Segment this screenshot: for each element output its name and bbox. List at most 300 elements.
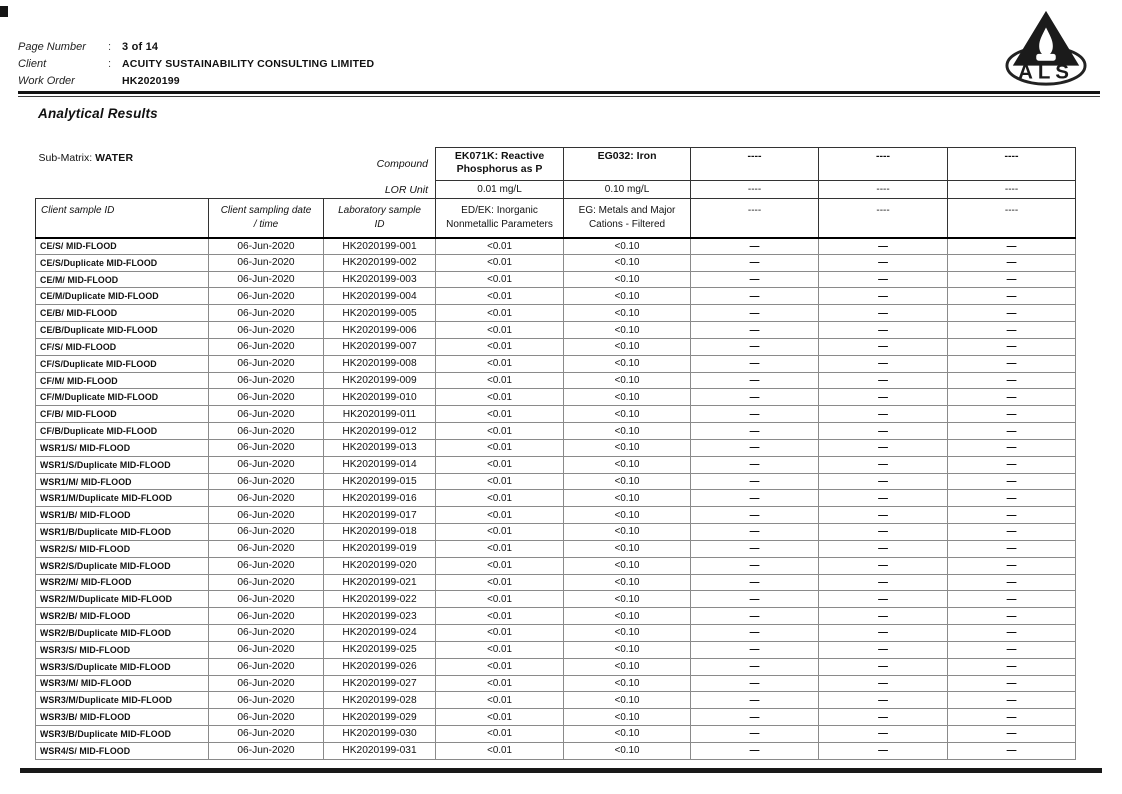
table-row: [36, 574, 1076, 591]
cell-result-value: <0.01: [436, 322, 564, 339]
col-header-line: / time: [253, 218, 279, 230]
cell-result-value: —: [691, 726, 819, 743]
table-row: [36, 473, 1076, 490]
cell-result-value: —: [691, 338, 819, 355]
cell-result-value: <0.10: [564, 406, 691, 423]
cell-lab-sample-id: HK2020199-029: [324, 709, 436, 726]
cell-result-value: —: [948, 608, 1076, 625]
cell-client-sample-id: WSR2/B/Duplicate MID-FLOOD: [36, 625, 209, 642]
cell-result-value: —: [948, 288, 1076, 305]
cell-client-sample-id: WSR3/B/ MID-FLOOD: [36, 709, 209, 726]
compound-title: EG032: Iron: [564, 148, 691, 181]
table-row: [36, 271, 1076, 288]
cell-result-value: <0.01: [436, 692, 564, 709]
cell-result-value: —: [948, 641, 1076, 658]
cell-lab-sample-id: HK2020199-028: [324, 692, 436, 709]
cell-sampling-date: 06-Jun-2020: [209, 591, 324, 608]
cell-result-value: —: [691, 372, 819, 389]
cell-client-sample-id: WSR1/M/Duplicate MID-FLOOD: [36, 490, 209, 507]
cell-result-value: —: [819, 490, 948, 507]
cell-sampling-date: 06-Jun-2020: [209, 574, 324, 591]
cell-result-value: —: [691, 406, 819, 423]
cell-client-sample-id: WSR1/M/ MID-FLOOD: [36, 473, 209, 490]
cell-client-sample-id: WSR3/S/Duplicate MID-FLOOD: [36, 658, 209, 675]
cell-client-sample-id: WSR2/M/ MID-FLOOD: [36, 574, 209, 591]
cell-result-value: —: [819, 271, 948, 288]
method-group-header: [819, 199, 948, 238]
cell-result-value: <0.10: [564, 625, 691, 642]
compound-label: Compound: [376, 157, 429, 170]
cell-result-value: <0.10: [564, 557, 691, 574]
cell-result-value: —: [691, 742, 819, 759]
cell-result-value: <0.01: [436, 524, 564, 541]
cell-result-value: <0.10: [564, 742, 691, 759]
cell-lab-sample-id: HK2020199-008: [324, 355, 436, 372]
cell-result-value: —: [691, 271, 819, 288]
table-row: [36, 608, 1076, 625]
cell-result-value: —: [819, 322, 948, 339]
cell-result-value: —: [819, 726, 948, 743]
cell-client-sample-id: WSR2/B/ MID-FLOOD: [36, 608, 209, 625]
table-row: [36, 406, 1076, 423]
section-title: Analytical Results: [38, 106, 158, 121]
cell-result-value: —: [819, 574, 948, 591]
field-label: Client: [18, 57, 47, 70]
cell-lab-sample-id: HK2020199-007: [324, 338, 436, 355]
cell-result-value: —: [819, 557, 948, 574]
cell-result-value: <0.01: [436, 355, 564, 372]
cell-client-sample-id: WSR3/M/ MID-FLOOD: [36, 675, 209, 692]
table-row: [36, 709, 1076, 726]
cell-sampling-date: 06-Jun-2020: [209, 557, 324, 574]
cell-result-value: —: [691, 305, 819, 322]
cell-result-value: —: [691, 288, 819, 305]
cell-sampling-date: 06-Jun-2020: [209, 389, 324, 406]
cell-sampling-date: 06-Jun-2020: [209, 742, 324, 759]
cell-sampling-date: 06-Jun-2020: [209, 658, 324, 675]
cell-result-value: —: [819, 625, 948, 642]
cell-result-value: <0.01: [436, 574, 564, 591]
cell-result-value: —: [691, 709, 819, 726]
cell-result-value: —: [691, 675, 819, 692]
cell-sampling-date: 06-Jun-2020: [209, 490, 324, 507]
cell-lab-sample-id: HK2020199-025: [324, 641, 436, 658]
cell-result-value: —: [948, 389, 1076, 406]
method-group-line: ----: [876, 205, 890, 216]
cell-result-value: —: [691, 574, 819, 591]
cell-result-value: <0.10: [564, 389, 691, 406]
cell-result-value: <0.01: [436, 641, 564, 658]
cell-client-sample-id: WSR3/S/ MID-FLOOD: [36, 641, 209, 658]
cell-result-value: —: [691, 641, 819, 658]
table-row: [36, 238, 1076, 255]
scan-artifact: [0, 6, 8, 17]
table-row: [36, 692, 1076, 709]
table-row: [36, 591, 1076, 608]
footer-rule: [20, 768, 1102, 773]
submatrix-value: WATER: [95, 151, 134, 164]
cell-result-value: —: [948, 675, 1076, 692]
method-group-line: ----: [1004, 205, 1019, 216]
cell-result-value: —: [819, 608, 948, 625]
cell-result-value: <0.10: [564, 658, 691, 675]
method-group-line: Nonmetallic Parameters: [446, 218, 553, 230]
cell-lab-sample-id: HK2020199-005: [324, 305, 436, 322]
cell-result-value: —: [691, 540, 819, 557]
col-header-line: Laboratory sample: [338, 205, 421, 216]
cell-lab-sample-id: HK2020199-013: [324, 439, 436, 456]
cell-result-value: <0.01: [436, 473, 564, 490]
lor-label-cell: [36, 181, 436, 199]
method-group-line: EG: Metals and Major: [578, 205, 676, 216]
method-group-header: [948, 199, 1076, 238]
field-colon: :: [108, 57, 112, 70]
cell-sampling-date: 06-Jun-2020: [209, 641, 324, 658]
field-value: ACUITY SUSTAINABILITY CONSULTING LIMITED: [122, 57, 375, 70]
field-label: Work Order: [18, 74, 75, 87]
cell-result-value: —: [691, 524, 819, 541]
cell-result-value: —: [691, 692, 819, 709]
method-group-line: Cations - Filtered: [588, 218, 666, 230]
cell-client-sample-id: CF/S/ MID-FLOOD: [36, 338, 209, 355]
cell-result-value: <0.01: [436, 608, 564, 625]
cell-result-value: <0.01: [436, 540, 564, 557]
cell-sampling-date: 06-Jun-2020: [209, 254, 324, 271]
cell-lab-sample-id: HK2020199-009: [324, 372, 436, 389]
col-header-lab-sample-id: [324, 199, 436, 238]
col-header-client-sample-id: [36, 199, 209, 238]
cell-client-sample-id: CF/M/Duplicate MID-FLOOD: [36, 389, 209, 406]
table-row: [36, 524, 1076, 541]
field-value: HK2020199: [122, 74, 180, 87]
cell-sampling-date: 06-Jun-2020: [209, 524, 324, 541]
cell-result-value: <0.10: [564, 524, 691, 541]
table-row: [36, 658, 1076, 675]
submatrix-label: Sub-Matrix:: [38, 151, 93, 164]
cell-result-value: —: [948, 305, 1076, 322]
cell-lab-sample-id: HK2020199-004: [324, 288, 436, 305]
cell-result-value: —: [691, 254, 819, 271]
cell-result-value: <0.01: [436, 423, 564, 440]
cell-sampling-date: 06-Jun-2020: [209, 540, 324, 557]
header-rule-thin: [18, 96, 1100, 97]
cell-result-value: —: [819, 709, 948, 726]
cell-result-value: —: [691, 591, 819, 608]
cell-result-value: —: [819, 473, 948, 490]
cell-result-value: —: [819, 238, 948, 255]
cell-result-value: <0.10: [564, 305, 691, 322]
cell-sampling-date: 06-Jun-2020: [209, 338, 324, 355]
cell-client-sample-id: WSR2/S/Duplicate MID-FLOOD: [36, 557, 209, 574]
cell-result-value: —: [948, 439, 1076, 456]
cell-client-sample-id: CF/B/ MID-FLOOD: [36, 406, 209, 423]
cell-result-value: —: [691, 557, 819, 574]
cell-result-value: —: [691, 355, 819, 372]
table-row: [36, 338, 1076, 355]
cell-result-value: —: [819, 372, 948, 389]
cell-client-sample-id: CE/S/Duplicate MID-FLOOD: [36, 254, 209, 271]
cell-result-value: <0.10: [564, 372, 691, 389]
cell-result-value: <0.01: [436, 305, 564, 322]
cell-result-value: <0.10: [564, 608, 691, 625]
cell-result-value: <0.01: [436, 288, 564, 305]
cell-sampling-date: 06-Jun-2020: [209, 473, 324, 490]
cell-result-value: <0.10: [564, 423, 691, 440]
lor-value: ----: [691, 181, 819, 199]
cell-result-value: <0.10: [564, 439, 691, 456]
cell-result-value: —: [691, 507, 819, 524]
cell-result-value: —: [691, 439, 819, 456]
cell-result-value: —: [948, 372, 1076, 389]
cell-result-value: —: [948, 540, 1076, 557]
als-logo: [992, 8, 1100, 90]
cell-sampling-date: 06-Jun-2020: [209, 608, 324, 625]
table-row: [36, 372, 1076, 389]
cell-result-value: —: [691, 658, 819, 675]
cell-result-value: <0.10: [564, 254, 691, 271]
cell-result-value: —: [948, 625, 1076, 642]
cell-result-value: <0.10: [564, 675, 691, 692]
cell-lab-sample-id: HK2020199-019: [324, 540, 436, 557]
cell-result-value: <0.01: [436, 439, 564, 456]
column-header-row: [36, 199, 1076, 238]
cell-result-value: —: [948, 406, 1076, 423]
cell-result-value: <0.01: [436, 338, 564, 355]
cell-client-sample-id: WSR1/B/ MID-FLOOD: [36, 507, 209, 524]
cell-sampling-date: 06-Jun-2020: [209, 423, 324, 440]
cell-sampling-date: 06-Jun-2020: [209, 726, 324, 743]
cell-result-value: —: [691, 608, 819, 625]
cell-lab-sample-id: HK2020199-027: [324, 675, 436, 692]
cell-sampling-date: 06-Jun-2020: [209, 675, 324, 692]
cell-result-value: —: [691, 322, 819, 339]
cell-result-value: <0.10: [564, 456, 691, 473]
cell-lab-sample-id: HK2020199-020: [324, 557, 436, 574]
field-label: Page Number: [18, 40, 86, 53]
results-table: [35, 147, 1075, 760]
results-body: [36, 238, 1076, 760]
cell-client-sample-id: CF/M/ MID-FLOOD: [36, 372, 209, 389]
cell-lab-sample-id: HK2020199-018: [324, 524, 436, 541]
cell-lab-sample-id: HK2020199-014: [324, 456, 436, 473]
cell-result-value: —: [819, 456, 948, 473]
cell-lab-sample-id: HK2020199-023: [324, 608, 436, 625]
cell-result-value: —: [691, 473, 819, 490]
cell-lab-sample-id: HK2020199-022: [324, 591, 436, 608]
header-field-work-order: [18, 72, 374, 89]
cell-result-value: <0.10: [564, 473, 691, 490]
cell-lab-sample-id: HK2020199-012: [324, 423, 436, 440]
cell-result-value: <0.01: [436, 675, 564, 692]
cell-result-value: —: [819, 524, 948, 541]
cell-result-value: <0.10: [564, 271, 691, 288]
table-row: [36, 456, 1076, 473]
table-row: [36, 490, 1076, 507]
cell-result-value: —: [819, 406, 948, 423]
cell-sampling-date: 06-Jun-2020: [209, 322, 324, 339]
method-group-line: ----: [747, 205, 762, 216]
table-row: [36, 507, 1076, 524]
table-row: [36, 540, 1076, 557]
cell-result-value: —: [819, 423, 948, 440]
cell-result-value: <0.10: [564, 574, 691, 591]
col-header-sampling-date: [209, 199, 324, 238]
cell-sampling-date: 06-Jun-2020: [209, 305, 324, 322]
cell-result-value: —: [948, 742, 1076, 759]
cell-result-value: <0.01: [436, 507, 564, 524]
cell-sampling-date: 06-Jun-2020: [209, 372, 324, 389]
cell-result-value: <0.10: [564, 726, 691, 743]
cell-result-value: —: [691, 389, 819, 406]
table-row: [36, 675, 1076, 692]
cell-result-value: —: [691, 490, 819, 507]
cell-result-value: —: [819, 389, 948, 406]
method-group-header: [691, 199, 819, 238]
cell-result-value: —: [691, 238, 819, 255]
cell-result-value: <0.01: [436, 372, 564, 389]
cell-result-value: <0.01: [436, 742, 564, 759]
compound-title: EK071K: Reactive Phosphorus as P: [436, 148, 564, 181]
header-field-page-number: [18, 38, 374, 55]
table-row: [36, 641, 1076, 658]
cell-sampling-date: 06-Jun-2020: [209, 406, 324, 423]
cell-client-sample-id: WSR2/M/Duplicate MID-FLOOD: [36, 591, 209, 608]
cell-result-value: —: [819, 439, 948, 456]
cell-result-value: <0.01: [436, 389, 564, 406]
cell-result-value: <0.01: [436, 625, 564, 642]
header-field-client: [18, 55, 374, 72]
cell-result-value: —: [948, 271, 1076, 288]
cell-result-value: <0.10: [564, 641, 691, 658]
cell-client-sample-id: WSR1/S/Duplicate MID-FLOOD: [36, 456, 209, 473]
cell-lab-sample-id: HK2020199-024: [324, 625, 436, 642]
cell-result-value: —: [948, 524, 1076, 541]
results-table-grid: [35, 147, 1076, 760]
cell-result-value: <0.10: [564, 288, 691, 305]
cell-result-value: —: [819, 591, 948, 608]
table-row: [36, 254, 1076, 271]
cell-result-value: —: [691, 456, 819, 473]
cell-result-value: —: [948, 692, 1076, 709]
method-group-line: ED/EK: Inorganic: [461, 205, 538, 216]
submatrix-text: [39, 152, 134, 164]
cell-result-value: —: [819, 675, 948, 692]
compound-title: ----: [819, 148, 948, 181]
page-header: [18, 38, 374, 89]
cell-result-value: —: [691, 625, 819, 642]
cell-result-value: —: [948, 322, 1076, 339]
cell-lab-sample-id: HK2020199-011: [324, 406, 436, 423]
cell-result-value: —: [948, 254, 1076, 271]
cell-client-sample-id: WSR3/M/Duplicate MID-FLOOD: [36, 692, 209, 709]
cell-result-value: —: [948, 473, 1076, 490]
cell-result-value: <0.01: [436, 271, 564, 288]
cell-sampling-date: 06-Jun-2020: [209, 238, 324, 255]
cell-result-value: —: [948, 355, 1076, 372]
cell-result-value: —: [948, 658, 1076, 675]
cell-client-sample-id: WSR4/S/ MID-FLOOD: [36, 742, 209, 759]
cell-result-value: <0.10: [564, 507, 691, 524]
cell-client-sample-id: WSR3/B/Duplicate MID-FLOOD: [36, 726, 209, 743]
cell-result-value: —: [948, 709, 1076, 726]
lor-value: ----: [819, 181, 948, 199]
cell-result-value: —: [819, 641, 948, 658]
cell-result-value: —: [819, 254, 948, 271]
table-row: [36, 625, 1076, 642]
cell-result-value: —: [819, 540, 948, 557]
cell-client-sample-id: WSR1/B/Duplicate MID-FLOOD: [36, 524, 209, 541]
cell-result-value: <0.01: [436, 406, 564, 423]
cell-result-value: <0.01: [436, 557, 564, 574]
lor-unit-label: LOR Unit: [384, 183, 429, 196]
cell-result-value: <0.10: [564, 355, 691, 372]
cell-lab-sample-id: HK2020199-017: [324, 507, 436, 524]
compound-title: ----: [948, 148, 1076, 181]
cell-client-sample-id: CE/M/ MID-FLOOD: [36, 271, 209, 288]
cell-sampling-date: 06-Jun-2020: [209, 288, 324, 305]
cell-result-value: <0.10: [564, 338, 691, 355]
table-row: [36, 726, 1076, 743]
cell-result-value: <0.01: [436, 658, 564, 675]
cell-sampling-date: 06-Jun-2020: [209, 439, 324, 456]
cell-result-value: —: [948, 591, 1076, 608]
cell-result-value: —: [948, 238, 1076, 255]
cell-lab-sample-id: HK2020199-015: [324, 473, 436, 490]
cell-result-value: —: [819, 355, 948, 372]
cell-result-value: <0.10: [564, 322, 691, 339]
cell-lab-sample-id: HK2020199-030: [324, 726, 436, 743]
cell-result-value: —: [948, 557, 1076, 574]
table-row: [36, 423, 1076, 440]
cell-result-value: —: [819, 507, 948, 524]
cell-result-value: <0.01: [436, 490, 564, 507]
cell-result-value: —: [819, 288, 948, 305]
cell-result-value: <0.01: [436, 238, 564, 255]
table-row: [36, 355, 1076, 372]
cell-result-value: —: [819, 338, 948, 355]
cell-lab-sample-id: HK2020199-031: [324, 742, 436, 759]
cell-result-value: <0.10: [564, 490, 691, 507]
cell-result-value: <0.10: [564, 709, 691, 726]
method-group-header: [436, 199, 564, 238]
cell-client-sample-id: CE/M/Duplicate MID-FLOOD: [36, 288, 209, 305]
cell-result-value: —: [948, 456, 1076, 473]
cell-lab-sample-id: HK2020199-016: [324, 490, 436, 507]
cell-client-sample-id: WSR1/S/ MID-FLOOD: [36, 439, 209, 456]
cell-client-sample-id: CE/B/Duplicate MID-FLOOD: [36, 322, 209, 339]
cell-result-value: <0.01: [436, 591, 564, 608]
cell-sampling-date: 06-Jun-2020: [209, 692, 324, 709]
field-value: 3 of 14: [122, 40, 159, 53]
cell-sampling-date: 06-Jun-2020: [209, 625, 324, 642]
cell-lab-sample-id: HK2020199-003: [324, 271, 436, 288]
cell-result-value: —: [819, 742, 948, 759]
lor-value: 0.10 mg/L: [564, 181, 691, 199]
table-row: [36, 557, 1076, 574]
cell-result-value: —: [819, 305, 948, 322]
cell-result-value: <0.10: [564, 692, 691, 709]
header-rule: [18, 91, 1100, 94]
lor-value: ----: [948, 181, 1076, 199]
table-row: [36, 322, 1076, 339]
cell-sampling-date: 06-Jun-2020: [209, 456, 324, 473]
cell-client-sample-id: CF/S/Duplicate MID-FLOOD: [36, 355, 209, 372]
als-logo-text: ALS: [1018, 60, 1074, 84]
cell-result-value: <0.01: [436, 709, 564, 726]
cell-result-value: —: [948, 507, 1076, 524]
cell-result-value: <0.01: [436, 254, 564, 271]
table-row: [36, 742, 1076, 759]
